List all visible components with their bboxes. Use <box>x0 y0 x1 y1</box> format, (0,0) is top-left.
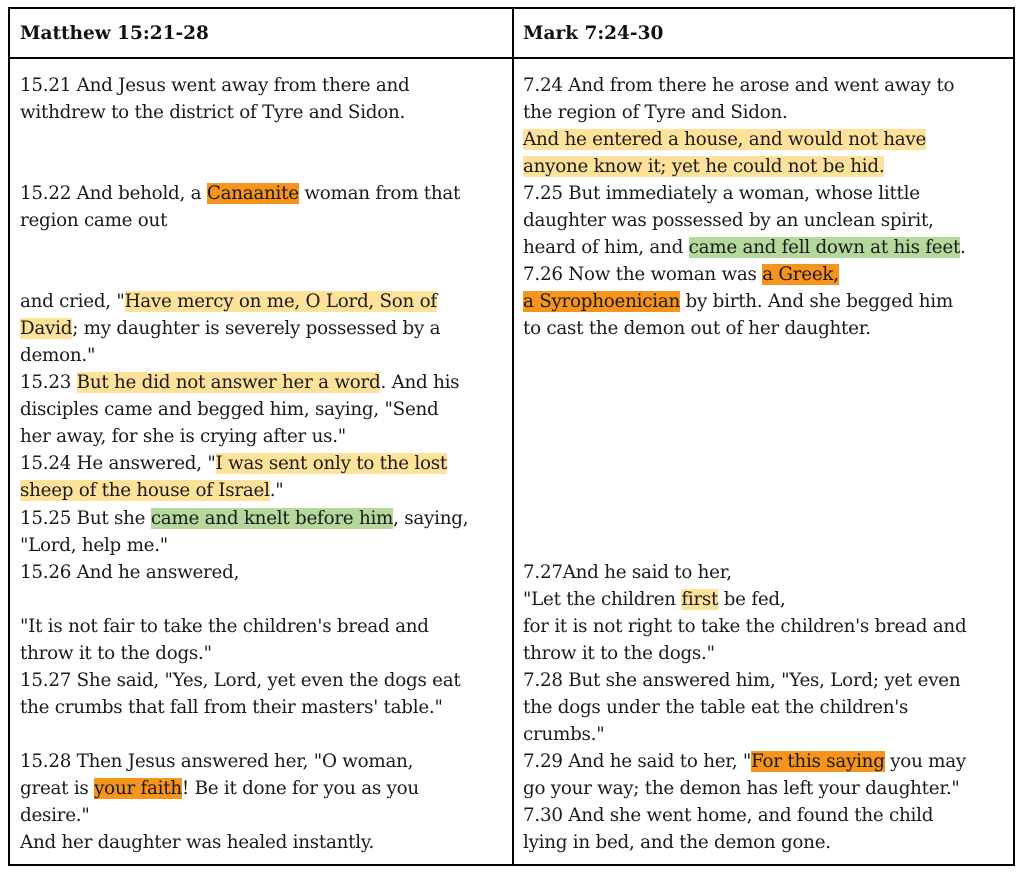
comparison-table <box>8 7 1015 866</box>
highlight-yellow: first <box>681 589 719 610</box>
text-line: desire." <box>20 805 90 826</box>
text-line: demon." <box>20 345 96 366</box>
text-line: 7.25 But immediately a woman, whose little <box>523 183 920 204</box>
text-line: a Syrophoenician by birth. And she begged him <box>523 291 953 312</box>
highlight-green: came and fell down at his feet <box>688 237 961 258</box>
highlight-orange: your faith <box>94 778 182 799</box>
highlight-yellow: But he did not answer her a word <box>76 372 381 393</box>
highlight-yellow: anyone know it; yet he could not be hid. <box>523 156 885 177</box>
highlight-yellow: Have mercy on me, O Lord, Son of <box>124 291 437 312</box>
text-line: the dogs under the table eat the children's <box>523 697 909 718</box>
text-line: to cast the demon out of her daughter. <box>523 318 871 339</box>
highlight-orange: a Syrophoenician <box>523 291 680 312</box>
text-line: 15.27 She said, "Yes, Lord, yet even the dogs eat <box>20 670 461 691</box>
header-matthew: Matthew 15:21-28 <box>20 23 209 44</box>
text-line: the region of Tyre and Sidon. <box>523 102 788 123</box>
text-line: crumbs." <box>523 724 605 745</box>
text-line: daughter was possessed by an unclean spirit, <box>523 210 934 231</box>
text-line: 15.28 Then Jesus answered her, "O woman, <box>20 751 414 772</box>
highlight-green: came and knelt before him <box>150 508 394 529</box>
text-line: 7.26 Now the woman was a Greek, <box>523 264 839 285</box>
highlight-yellow: David <box>20 318 73 339</box>
text-line <box>523 126 926 153</box>
text-line: and cried, "Have mercy on me, O Lord, Son of <box>20 291 437 312</box>
text-line: 7.30 And she went home, and found the child <box>523 805 934 826</box>
highlight-yellow: I was sent only to the lost <box>215 453 447 474</box>
text-line: David; my daughter is severely possessed by a <box>20 318 441 339</box>
text-line: 7.27And he said to her, <box>523 562 732 583</box>
text-line: 7.29 And he said to her, "For this saying you may <box>523 751 966 772</box>
text-line: for it is not right to take the children's bread and <box>523 616 967 637</box>
highlight-yellow: And he entered a house, and would not have <box>523 129 927 150</box>
text-line: withdrew to the district of Tyre and Sidon. <box>20 102 406 123</box>
text-line <box>523 153 884 180</box>
column-divider <box>512 9 514 864</box>
text-line: throw it to the dogs." <box>523 643 715 664</box>
text-line: 15.25 But she came and knelt before him, saying, <box>20 508 469 529</box>
text-line: the crumbs that fall from their masters' table." <box>20 697 443 718</box>
highlight-yellow: sheep of the house of Israel <box>20 480 270 501</box>
text-line: "Lord, help me." <box>20 535 168 556</box>
text-line: sheep of the house of Israel." <box>20 480 284 501</box>
text-line: disciples came and begged him, saying, "Send <box>20 399 439 420</box>
text-line: go your way; the demon has left your daughter." <box>523 778 960 799</box>
text-line: throw it to the dogs." <box>20 643 212 664</box>
highlight-orange: a Greek, <box>762 264 839 285</box>
text-line: 15.24 He answered, "I was sent only to the lost <box>20 453 447 474</box>
text-line: great is your faith! Be it done for you as you <box>20 778 419 799</box>
text-line: lying in bed, and the demon gone. <box>523 832 831 853</box>
text-line: her away, for she is crying after us." <box>20 426 346 447</box>
text-line: And her daughter was healed instantly. <box>20 832 375 853</box>
header-divider <box>10 57 1013 59</box>
text-line: 15.21 And Jesus went away from there and <box>20 75 410 96</box>
text-line: 15.23 But he did not answer her a word. And his <box>20 372 460 393</box>
text-line: 7.24 And from there he arose and went away to <box>523 75 955 96</box>
text-line: 7.28 But she answered him, "Yes, Lord; yet even <box>523 670 961 691</box>
text-line: "Let the children first be fed, <box>523 589 786 610</box>
highlight-orange: For this saying <box>751 751 885 772</box>
text-line: "It is not fair to take the children's bread and <box>20 616 429 637</box>
header-mark: Mark 7:24-30 <box>523 23 664 44</box>
highlight-orange: Canaanite <box>206 183 299 204</box>
text-line: 15.22 And behold, a Canaanite woman from that <box>20 183 461 204</box>
text-line: 15.26 And he answered, <box>20 562 240 583</box>
text-line: region came out <box>20 210 168 231</box>
text-line: heard of him, and came and fell down at his feet. <box>523 237 966 258</box>
